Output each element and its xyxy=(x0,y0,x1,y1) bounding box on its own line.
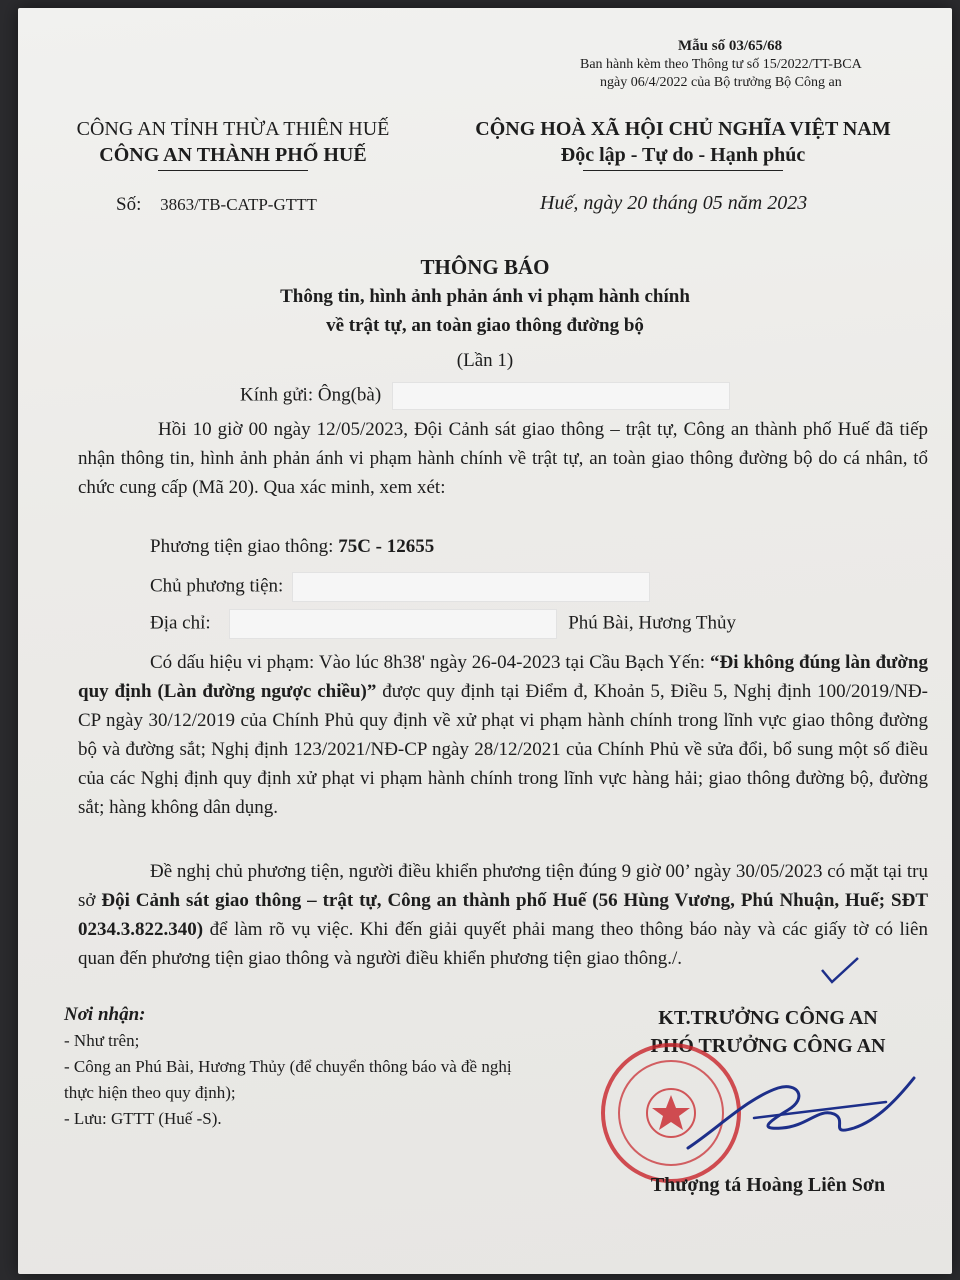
title-block xyxy=(18,253,952,375)
agency-underline xyxy=(158,170,308,171)
national-motto: Độc lập - Tự do - Hạnh phúc xyxy=(560,144,806,166)
signer-title: PHÓ TRƯỞNG CÔNG AN xyxy=(650,1035,886,1057)
ink-tick-mark xyxy=(818,954,862,988)
doc-no-value: 3863/TB-CATP-GTTT xyxy=(160,195,317,214)
request-rest: để làm rõ vụ việc. Khi đến giải quyết phải mang theo thông báo này và các giấy tờ có liên quan đến phương tiện giao thông và người điều khiển phương tiện giao thông./. xyxy=(78,919,928,969)
nation-name: CỘNG HOÀ XÃ HỘI CHỦ NGHĨA VIỆT NAM xyxy=(475,118,891,140)
signer-name: Thượng tá Hoàng Liên Sơn xyxy=(650,1174,886,1196)
subtitle-line-1: Thông tin, hình ảnh phản ánh vi phạm hành chính xyxy=(280,286,690,307)
agency-name: CÔNG AN THÀNH PHỐ HUẾ xyxy=(99,144,367,166)
attempt-number: (Lần 1) xyxy=(456,350,514,371)
owner-field xyxy=(150,572,650,602)
paragraph-request xyxy=(78,857,928,973)
violation-lead: Có dấu hiệu vi phạm: Vào lúc 8h38' ngày 26-04-2023 tại Cầu Bạch Yến: xyxy=(150,652,706,673)
recipient-label: Kính gửi: Ông(bà) xyxy=(240,384,382,406)
violation-type: “Đi không đúng làn đường quy định (Làn đường ngược chiều)” xyxy=(78,652,928,702)
distribution-heading: Nơi nhận: xyxy=(64,1004,146,1025)
vehicle-label: Phương tiện giao thông: xyxy=(150,536,334,557)
redacted-address xyxy=(229,609,557,639)
owner-label: Chủ phương tiện: xyxy=(150,575,284,597)
distribution-item: - Công an Phú Bài, Hương Thủy (để chuyển thông báo và đề nghị thực hiện theo quy định); xyxy=(64,1057,512,1102)
distribution-item: - Như trên; xyxy=(64,1031,140,1050)
form-issued-line-1: Ban hành kèm theo Thông tư số 15/2022/TT-BCA xyxy=(580,57,862,72)
document-page xyxy=(18,8,952,1274)
signer-authority: KT.TRƯỞNG CÔNG AN xyxy=(658,1007,878,1029)
request-office: Đội Cảnh sát giao thông – trật tự, Công an thành phố Huế (56 Hùng Vương, Phú Nhuận, Huế; SĐT 0234.3.822.340) xyxy=(78,890,929,940)
form-id: Mẫu số 03/65/68 xyxy=(678,38,783,54)
handwritten-signature xyxy=(658,1058,918,1168)
distribution-list xyxy=(64,1002,534,1132)
motto-underline xyxy=(583,170,783,171)
redacted-owner xyxy=(292,572,650,602)
address-label: Địa chỉ: xyxy=(150,612,211,634)
address-field xyxy=(150,609,736,639)
request-lead: Đề nghị chủ phương tiện, người điều khiển phương tiện đúng 9 giờ 00’ ngày 30/05/2023 có mặt tại trụ sở xyxy=(78,861,928,911)
issuing-agency xyxy=(58,116,408,171)
paragraph-violation xyxy=(78,648,928,822)
subtitle-line-2: về trật tự, an toàn giao thông đường bộ xyxy=(326,315,644,336)
document-number xyxy=(116,194,317,216)
recipient-line xyxy=(240,382,730,410)
doc-no-label: Số: xyxy=(116,194,142,215)
paragraph-intro: Hồi 10 giờ 00 ngày 12/05/2023, Đội Cảnh sát giao thông – trật tự, Công an thành phố Huế đã tiếp nhận thông tin, hình ảnh phản ánh vi phạm hành chính về trật tự, an toàn giao thông đường bộ do cá nhân, tổ chức cung cấp (Mã 20). Qua xác minh, xem xét: xyxy=(78,419,928,498)
distribution-item: - Lưu: GTTT (Huế -S). xyxy=(64,1109,222,1128)
document-title: THÔNG BÁO xyxy=(420,255,550,279)
redacted-recipient xyxy=(392,382,730,410)
violation-legal-basis: được quy định tại Điểm đ, Khoản 5, Điều 5, Nghị định 100/2019/NĐ-CP ngày 30/12/2019 của Chính Phủ quy định về xử phạt vi phạm hành chính trong lĩnh vực giao thông đường bộ và đường sắt; Nghị định 123/2021/NĐ-CP ngày 28/12/2021 của Chính Phủ về sửa đổi, bổ sung một số điều của các Nghị định quy định xử phạt vi phạm hành chính trong lĩnh vực hàng hải; giao thông đường bộ, đường sắt; hàng không dân dụng. xyxy=(78,681,929,818)
form-issued-line-2: ngày 06/4/2022 của Bộ trưởng Bộ Công an xyxy=(600,75,842,90)
agency-parent: CÔNG AN TỈNH THỪA THIÊN HUẾ xyxy=(76,118,390,140)
vehicle-field xyxy=(150,536,434,558)
form-issued-note xyxy=(580,56,862,92)
place-date: Huế, ngày 20 tháng 05 năm 2023 xyxy=(540,192,808,214)
vehicle-plate: 75C - 12655 xyxy=(338,536,435,557)
address-visible: Phú Bài, Hương Thủy xyxy=(568,612,736,634)
national-header xyxy=(438,116,928,171)
